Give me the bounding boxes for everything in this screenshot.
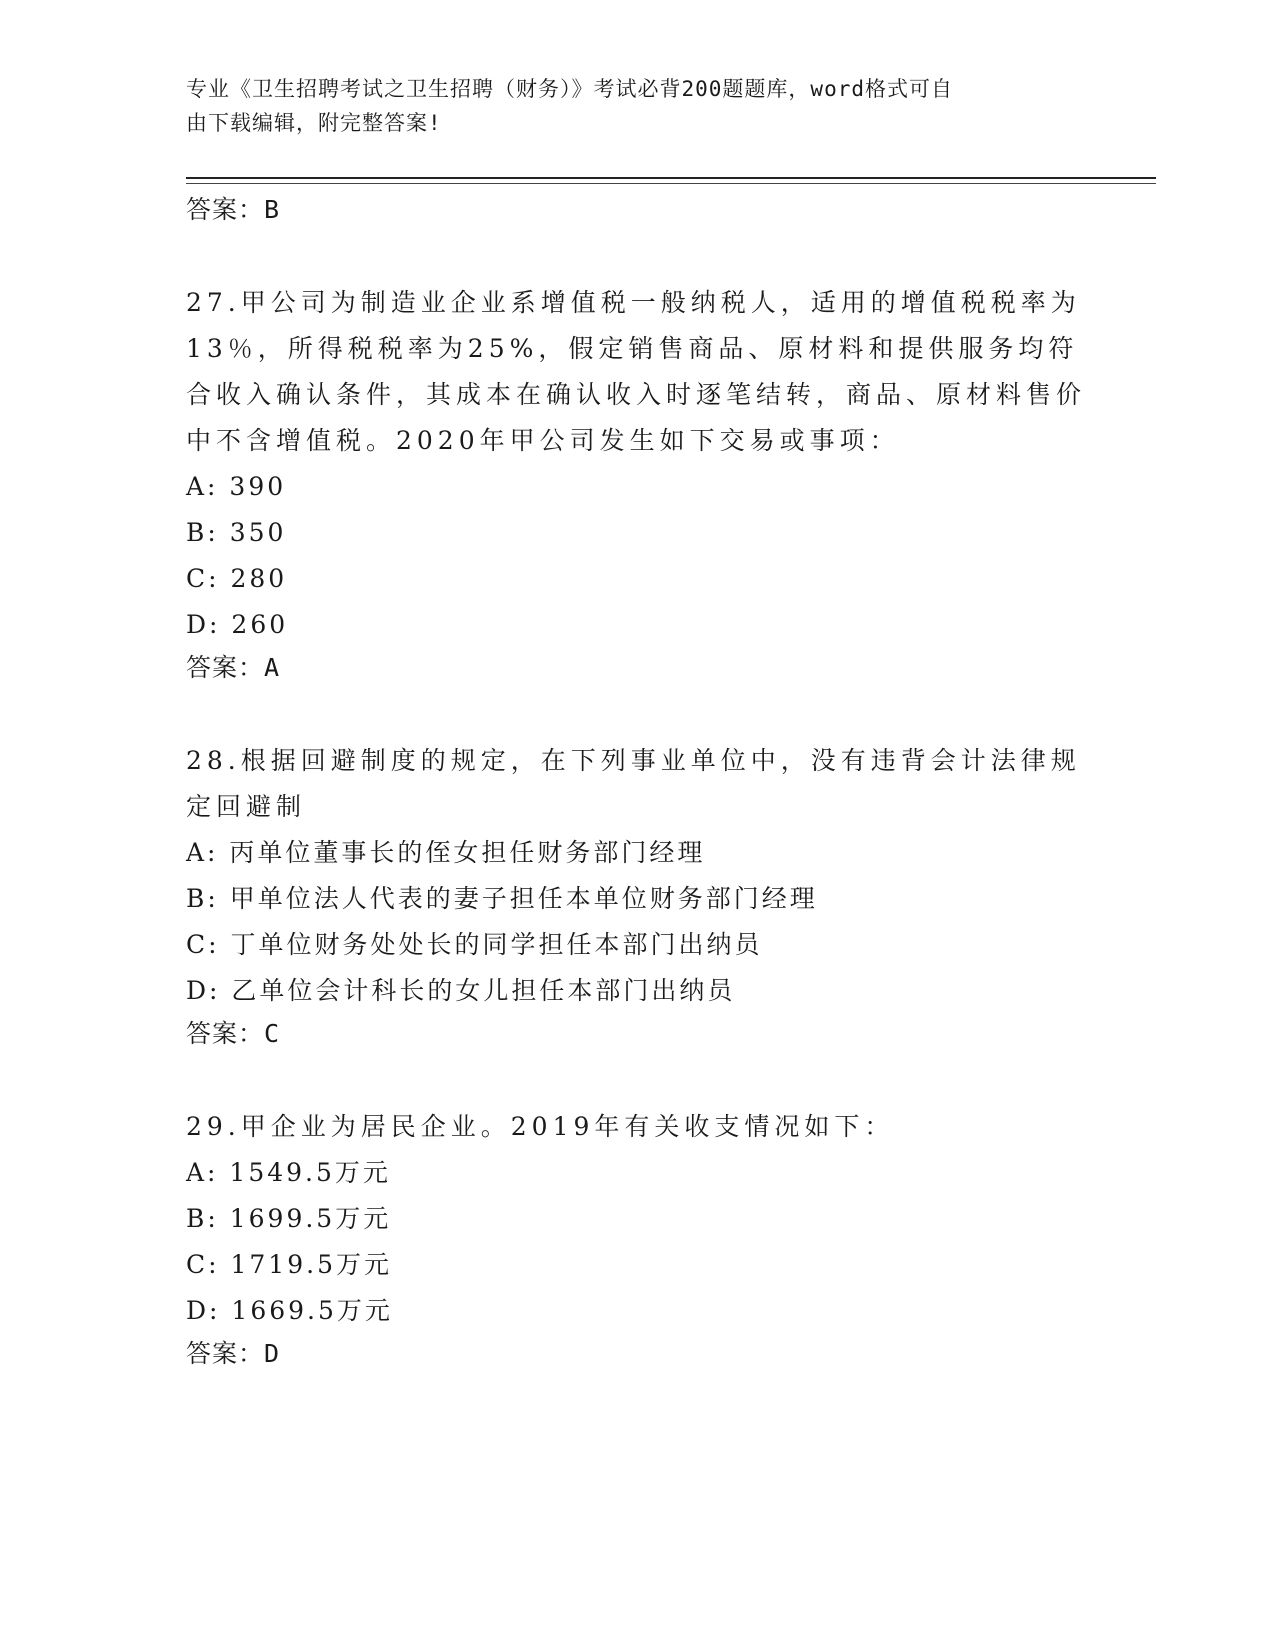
option-c: C: 280	[186, 564, 288, 593]
answer-line: 答案：C	[186, 1019, 281, 1048]
spacer	[186, 1054, 1086, 1104]
header-line-1: 专业《卫生招聘考试之卫生招聘（财务）》考试必背200题题库，word格式可自	[186, 77, 953, 101]
answer-line: 答案：B	[186, 195, 281, 224]
option-d: D: 乙单位会计科长的女儿担任本部门出纳员	[186, 976, 736, 1005]
option-c: C: 1719.5万元	[186, 1250, 392, 1279]
question-block	[186, 738, 1086, 1054]
spacer	[186, 230, 1086, 280]
document-header	[186, 72, 1066, 140]
option-a: A: 1549.5万元	[186, 1158, 391, 1187]
answer-line: 答案：D	[186, 1339, 281, 1368]
option-b: B: 350	[186, 518, 287, 547]
question-text: 28.根据回避制度的规定，在下列事业单位中，没有违背会计法律规定回避制	[186, 746, 1081, 821]
header-divider-thick	[186, 177, 1156, 179]
option-b: B: 1699.5万元	[186, 1204, 392, 1233]
question-list	[186, 190, 1086, 1374]
option-a: A: 丙单位董事长的侄女担任财务部门经理	[186, 838, 706, 867]
question-block	[186, 1104, 1086, 1374]
question-text: 27.甲公司为制造业企业系增值税一般纳税人，适用的增值税税率为13％，所得税税率为25%，假定销售商品、原材料和提供服务均符合收入确认条件，其成本在确认收入时逐笔结转，商品、原材料售价中不含增值税。2020年甲公司发生如下交易或事项：	[186, 288, 1087, 455]
answer-line: 答案：A	[186, 653, 281, 682]
header-divider-thin	[186, 183, 1156, 184]
option-b: B: 甲单位法人代表的妻子担任本单位财务部门经理	[186, 884, 818, 913]
question-block	[186, 280, 1086, 688]
option-a: A: 390	[186, 472, 287, 501]
option-d: D: 260	[186, 610, 289, 639]
option-d: D: 1669.5万元	[186, 1296, 393, 1325]
header-line-2: 由下载编辑，附完整答案!	[186, 111, 442, 135]
question-text: 29.甲企业为居民企业。2019年有关收支情况如下：	[186, 1112, 895, 1141]
option-c: C: 丁单位财务处处长的同学担任本部门出纳员	[186, 930, 763, 959]
spacer	[186, 688, 1086, 738]
